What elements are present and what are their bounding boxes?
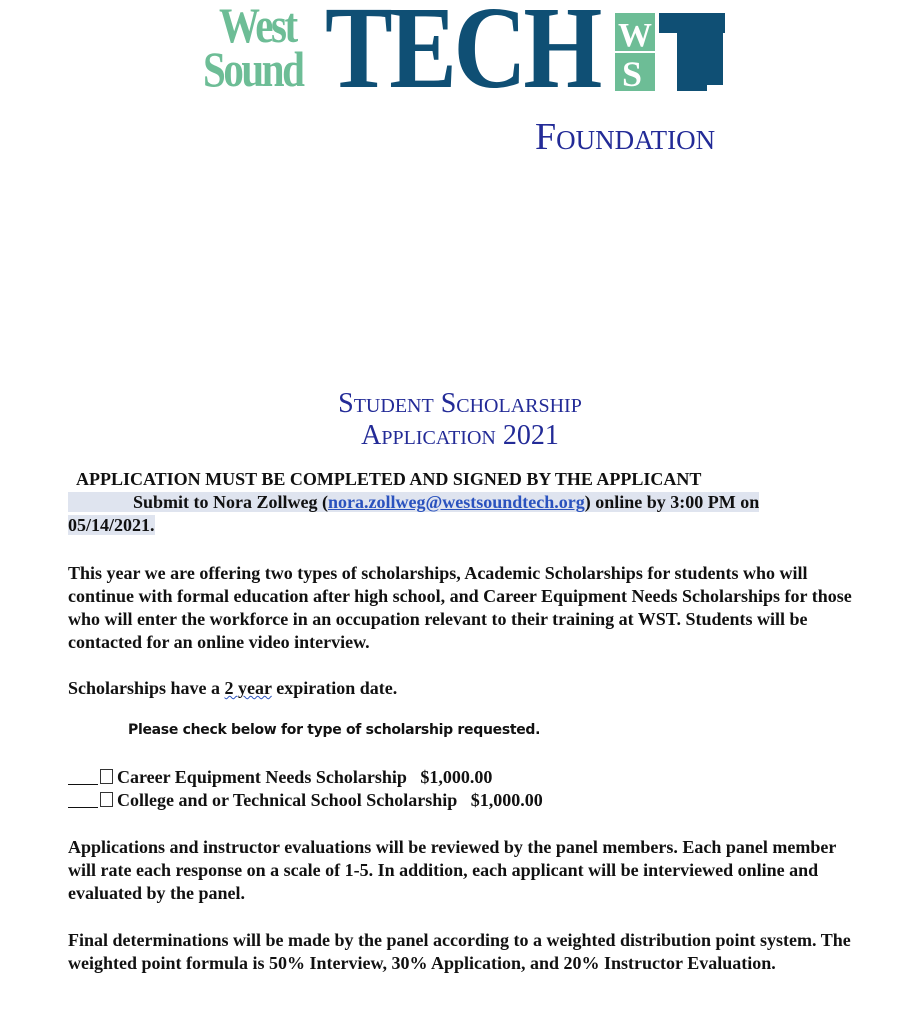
check-blank-line[interactable] bbox=[68, 768, 98, 785]
scholarship-option-college bbox=[68, 789, 543, 812]
weighting-paragraph: Final determinations will be made by the panel according to a weighted distribution point system. The weighted point formula is 50% Interview, 30% Application, and 20% Instructor Evaluation. bbox=[68, 930, 851, 973]
submission-instructions bbox=[68, 491, 848, 537]
svg-text:W: W bbox=[618, 17, 652, 54]
option-amount: $1,000.00 bbox=[420, 767, 493, 787]
submit-deadline-date: 05/14/2021. bbox=[68, 515, 155, 535]
svg-text:S: S bbox=[622, 54, 643, 91]
option-amount: $1,000.00 bbox=[470, 790, 543, 810]
option-label: College and or Technical School Scholarship bbox=[117, 790, 458, 810]
signature-requirement: APPLICATION MUST BE COMPLETED AND SIGNED BY THE APPLICANT bbox=[76, 469, 702, 489]
logo-sound-text: Sound bbox=[203, 41, 303, 97]
logo-foundation-text: Foundation bbox=[535, 116, 716, 158]
west-sound-tech-logo bbox=[203, 0, 723, 158]
option-label: Career Equipment Needs Scholarship bbox=[117, 767, 407, 787]
checkbox[interactable] bbox=[100, 769, 113, 784]
scholarship-option-career bbox=[68, 766, 492, 789]
check-instructions: Please check below for type of scholarship requested. bbox=[128, 722, 541, 738]
expiration-text-after: expiration date. bbox=[271, 678, 398, 698]
document-title-line-2: Application 2021 bbox=[361, 420, 559, 451]
logo-west-text: West bbox=[219, 0, 296, 53]
expiration-duration: 2 year bbox=[224, 678, 272, 698]
expiration-paragraph bbox=[68, 677, 397, 700]
scholarship-types-paragraph: This year we are offering two types of scholarships, Academic Scholarships for students who will continue with formal education after high school, and Career Equipment Needs Scholarships for those who will enter the workforce in an occupation relevant to their training at WST. Students will be contacted for an online video interview. bbox=[68, 563, 852, 652]
expiration-text-before: Scholarships have a bbox=[68, 678, 225, 698]
submit-suffix: ) online by 3:00 PM on bbox=[584, 492, 760, 512]
logo-tech-text: TECH bbox=[325, 0, 599, 113]
wst-mark-icon bbox=[615, 13, 725, 91]
review-process-paragraph: Applications and instructor evaluations will be reviewed by the panel members. Each panel member will rate each response on a scale of 1-5. In addition, each applicant will be interviewed online and evaluated by the panel. bbox=[68, 837, 837, 903]
submit-prefix: Submit to Nora Zollweg ( bbox=[68, 492, 328, 512]
document-title-line-1: Student Scholarship bbox=[338, 388, 582, 419]
check-blank-line[interactable] bbox=[68, 791, 98, 808]
contact-email-link[interactable]: nora.zollweg@westsoundtech.org bbox=[328, 492, 585, 512]
checkbox[interactable] bbox=[100, 792, 113, 807]
